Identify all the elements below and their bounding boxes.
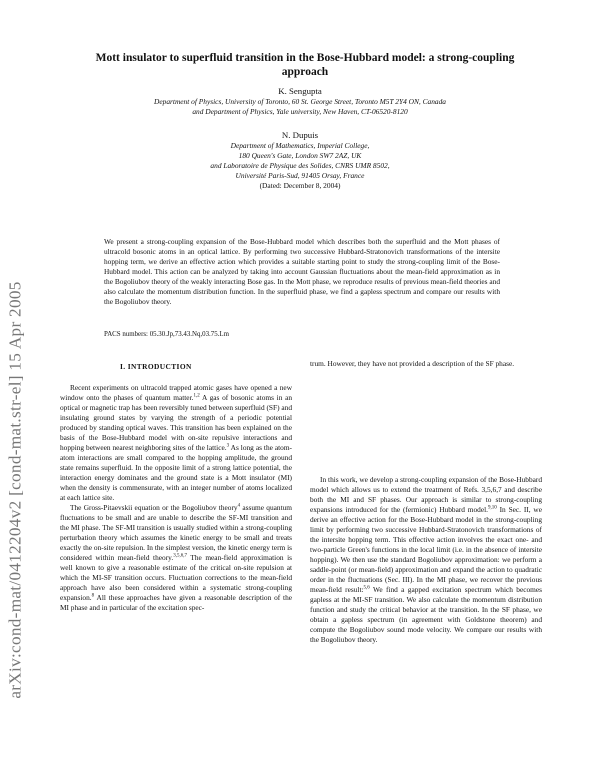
affiliation-line: 180 Queen's Gate, London SW7 2AZ, UK xyxy=(238,151,362,160)
right-column xyxy=(310,359,542,369)
author-block-2 xyxy=(60,130,540,191)
author-name: K. Sengupta xyxy=(278,86,322,96)
text-run: As long as the atom-atom interactions are small compared to the hopping amplitude, the ground state remains superfluid. In the opposite limit of a strong lattice potential, the interaction energy dominates and the ground state is a Mott insulator (MI) when the density is commensurate, with an integer number of atoms localized at each lattice site. xyxy=(60,443,292,502)
text-run: The mean-field approximation is well known to give a reasonable estimate of the critical on-site repulsion at which the MI-SF transition occurs. Fluctuation corrections to the mean-field approach have also been considered within a systematic strong-coupling expansion. xyxy=(60,553,292,602)
text-run: All these approaches have given a reasonable description of the MI phase and in particular of the excitation spec- xyxy=(60,593,292,612)
text-run: In this work, we develop a strong-coupling expansion of the Bose-Hubbard model which allows us to extend the treatment of Refs. 3,5,6,7 and describe both the MI and SF phases. Our approach is similar to strong-coupling expansions introduced for the (fermionic) Hubbard model. xyxy=(310,475,542,514)
text-run: In Sec. II, we derive an effective action for the Bose-Hubbard model in the strong-coupling limit by performing two successive Hubbard-Stratonovich transformations of the intersite hopping term. This effective action involves the exact one- and two-particle Green's functions in the local limit (i.e. in the absence of intersite hopping). We then use the standard Bogoliubov approximation: we perform a saddle-point (or mean-field) approximation and expand the action to quadratic order in the fluctuations (Sec. III). In the MI phase, we recover the previous mean-field result: xyxy=(310,505,542,594)
affiliation-line: and Department of Physics, Yale university, New Haven, CT-06520-8120 xyxy=(192,107,408,116)
author-name: N. Dupuis xyxy=(281,130,319,140)
citation-ref: 4 xyxy=(237,503,241,509)
left-column xyxy=(60,383,292,613)
abstract: We present a strong-coupling expansion of the Bose-Hubbard model which describes both the superfluid and the Mott phases of ultracold bosonic atoms in an optical lattice. By performing two successive Hubbard-Stratonovich transformations of the intersite hopping term, we derive an effective action which provides a suitable starting point to study the strong-coupling limit of the Bose-Hubbard model. This action can be analyzed by taking into account Gaussian fluctuations about the mean-field approximation as in the Bogoliubov theory of the weakly interacting Bose gas. In the Mott phase, we reproduce results of previous mean-field theories and also calculate the momentum distribution function. In the superfluid phase, we find a gapless spectrum and compare our results with the Bogoliubov theory. xyxy=(104,237,500,307)
paragraph-continuation: trum. However, they have not provided a description of the SF phase. xyxy=(310,359,515,368)
paper-title: Mott insulator to superfluid transition in the Bose-Hubbard model: a strong-coupling approach xyxy=(95,52,515,78)
date-line: (Dated: December 8, 2004) xyxy=(259,181,341,190)
text-run: We find a gapped excitation spectrum which becomes gapless at the MI-SF transition. We also calculate the momentum distribution function and study the critical behavior at the transition. In the SF phase, we obtain a gapless spectrum (in agreement with Goldstone theorem) and compute the Bogoliubov sound mode velocity. We compare our results with the Bogoliubov theory. xyxy=(310,585,542,644)
citation-ref: 5,6 xyxy=(363,585,370,591)
affiliation-line: Department of Mathematics, Imperial College, xyxy=(230,141,370,150)
text-run: A gas of bosonic atoms in an optical or magnetic trap has been reversibly tuned between superfluid (SF) and insulating ground states by varying the strength of a periodic potential produced by standing optical waves. This transition has been explained on the basis of the Bose-Hubbard model with on-site repulsive interactions and hopping between nearest neighboring sites of the lattice. xyxy=(60,393,292,452)
arxiv-identifier: arXiv:cond-mat/0412204v2 [cond-mat.str-el] 15 Apr 2005 xyxy=(6,281,26,699)
affiliation-line: Université Paris-Sud, 91405 Orsay, France xyxy=(235,171,365,180)
paragraph xyxy=(60,503,292,613)
citation-ref: 3,5,6,7 xyxy=(173,553,187,559)
pacs-numbers: PACS numbers: 05.30.Jp,73.43.Nq,03.75.Lm xyxy=(104,331,229,338)
paragraph xyxy=(60,383,292,503)
citation-ref: 1,2 xyxy=(193,393,200,399)
text-run: assume quantum fluctuations to be small and are unable to describe the SF-MI transition and the MI phase. The SF-MI transition is usually studied within a strong-coupling perturbation theory which assumes the kinetic energy to be small and treats exactly the on-site repulsion. In the simplest version, the kinetic energy term is considered within mean-field theory. xyxy=(60,503,292,562)
author-block-1 xyxy=(60,86,540,117)
affiliation-line: and Laboratoire de Physique des Solides, CNRS UMR 8502, xyxy=(210,161,390,170)
text-run: Recent experiments on ultracold trapped atomic gases have opened a new window onto the phases of quantum matter. xyxy=(60,383,292,402)
citation-ref: 3 xyxy=(226,443,230,449)
affiliation-line: Department of Physics, University of Toronto, 60 St. George Street, Toronto M5T 2Y4 ON, Canada xyxy=(154,97,446,106)
citation-ref: 8 xyxy=(91,593,95,599)
text-run: The Gross-Pitaevskii equation or the Bogoliubov theory xyxy=(70,503,238,512)
right-column-lower xyxy=(310,475,542,645)
arxiv-margin-stamp xyxy=(6,281,26,699)
citation-ref: 9,10 xyxy=(488,505,497,511)
paragraph xyxy=(310,475,542,645)
section-heading-introduction: I. INTRODUCTION xyxy=(120,362,192,371)
